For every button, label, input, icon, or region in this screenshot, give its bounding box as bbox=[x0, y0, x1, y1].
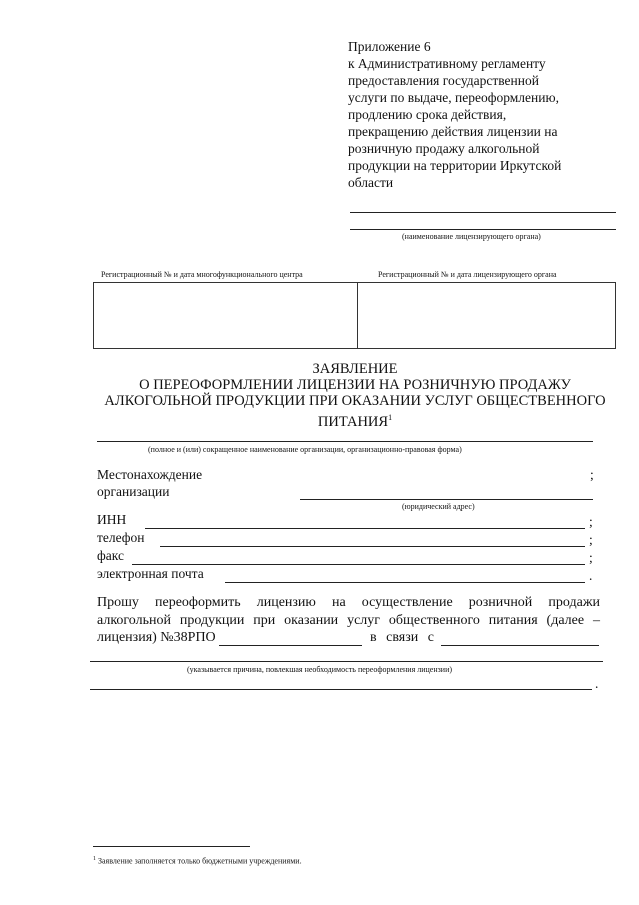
email-period: . bbox=[589, 568, 593, 583]
fax-label: факс bbox=[97, 548, 124, 563]
request-text-line-1: Прошу переоформить лицензию на осуществление розничной продажи bbox=[97, 595, 600, 610]
appendix-line: розничную продажу алкогольной bbox=[348, 141, 540, 156]
organization-name-line[interactable] bbox=[97, 441, 593, 442]
registration-box bbox=[93, 282, 616, 349]
licensing-body-line-2[interactable] bbox=[350, 229, 616, 230]
footnote-separator bbox=[93, 846, 250, 847]
appendix-header bbox=[348, 38, 618, 191]
licensing-body-line-1[interactable] bbox=[350, 212, 616, 213]
footnote bbox=[93, 856, 302, 866]
request-text-line-2: алкогольной продукции при оказании услуг общественного питания (далее – bbox=[97, 613, 600, 628]
footnote-reference: 1 bbox=[388, 413, 393, 422]
fax-field[interactable] bbox=[132, 564, 585, 565]
appendix-line: области bbox=[348, 175, 394, 190]
appendix-line: к Административному регламенту bbox=[348, 56, 546, 71]
appendix-line: прекращению действия лицензии на bbox=[348, 124, 558, 139]
inn-field[interactable] bbox=[145, 528, 585, 529]
footnote-text: Заявление заполняется только бюджетными учреждениями. bbox=[98, 856, 302, 866]
fax-semicolon: ; bbox=[589, 550, 593, 565]
legal-address-caption: (юридический адрес) bbox=[402, 502, 475, 511]
document-title-line-4 bbox=[90, 410, 620, 430]
email-field[interactable] bbox=[225, 582, 585, 583]
footnote-mark: 1 bbox=[93, 856, 96, 862]
phone-semicolon: ; bbox=[589, 532, 593, 547]
phone-field[interactable] bbox=[160, 546, 585, 547]
legal-address-line[interactable] bbox=[300, 499, 593, 500]
reason-field-start[interactable] bbox=[441, 645, 599, 646]
document-title-line-3: АЛКОГОЛЬНОЙ ПРОДУКЦИИ ПРИ ОКАЗАНИИ УСЛУГ ОБЩЕСТВЕННОГО bbox=[104, 393, 606, 409]
mfc-registration-label: Регистрационный № и дата многофункционального центра bbox=[101, 270, 303, 279]
document-title-line-2: О ПЕРЕОФОРМЛЕНИИ ЛИЦЕНЗИИ НА РОЗНИЧНУЮ ПРОДАЖУ bbox=[139, 377, 571, 393]
phone-label: телефон bbox=[97, 530, 145, 545]
reason-field-line[interactable] bbox=[90, 661, 603, 662]
licensing-body-caption: (наименование лицензирующего органа) bbox=[402, 232, 541, 241]
licensing-registration-field[interactable] bbox=[358, 283, 615, 348]
organization-name-caption: (полное и (или) сокращенное наименование организации, организационно-правовая форма) bbox=[148, 445, 462, 454]
mfc-registration-field[interactable] bbox=[94, 283, 357, 348]
location-label-line-2: организации bbox=[97, 484, 170, 499]
location-label-line-1: Местонахождение bbox=[97, 467, 203, 482]
licensing-registration-label: Регистрационный № и дата лицензирующего органа bbox=[378, 270, 557, 279]
document-title-text: ПИТАНИЯ bbox=[317, 413, 389, 430]
inn-label: ИНН bbox=[97, 512, 127, 527]
email-label: электронная почта bbox=[97, 566, 204, 581]
appendix-line: предоставления государственной bbox=[348, 73, 539, 88]
location-semicolon: ; bbox=[590, 467, 594, 482]
inn-semicolon: ; bbox=[589, 514, 593, 529]
appendix-line: Приложение 6 bbox=[348, 39, 431, 54]
request-reason-prefix: в связи с bbox=[370, 630, 434, 645]
document-title-line-1: ЗАЯВЛЕНИЕ bbox=[312, 361, 398, 377]
appendix-line: услуги по выдаче, переоформлению, bbox=[348, 90, 559, 105]
reason-period: . bbox=[595, 676, 599, 691]
reason-caption: (указывается причина, повлекшая необходимость переоформления лицензии) bbox=[187, 665, 453, 674]
request-license-prefix: лицензия) №38РПО bbox=[97, 630, 216, 645]
reason-field-line-2[interactable] bbox=[90, 689, 592, 690]
appendix-line: продукции на территории Иркутской bbox=[348, 158, 562, 173]
license-number-field[interactable] bbox=[219, 645, 362, 646]
appendix-line: продлению срока действия, bbox=[348, 107, 507, 122]
